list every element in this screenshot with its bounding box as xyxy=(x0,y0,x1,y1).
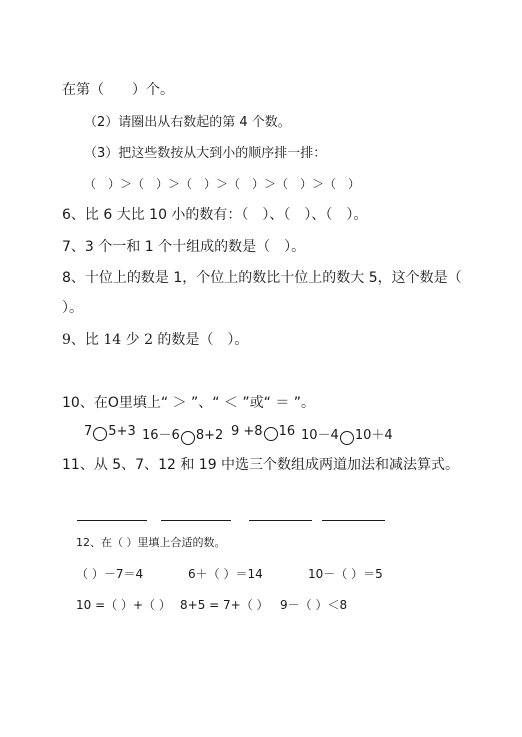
question-6: 6、比 6 大比 10 小的数有：（ ）、（ ）、（ ）。 xyxy=(62,207,368,223)
compare-circle[interactable] xyxy=(93,427,107,441)
question-10-item xyxy=(84,424,136,441)
compare-right: 8+2 xyxy=(195,428,224,443)
q5-order-blanks: （ ）＞（ ）＞（ ）＞（ ）＞（ ）＞（ ） xyxy=(84,177,361,191)
question-10-stem: 10、在O里填上“ ＞ ”、“ ＜ ”或“ ＝ ”。 xyxy=(62,395,316,411)
q5-continuation: 在第（ ）个。 xyxy=(62,82,174,98)
compare-left: 7 xyxy=(84,424,93,439)
question-10-item xyxy=(142,424,223,445)
answer-blank[interactable] xyxy=(322,520,385,521)
question-11: 11、从 5、7、12 和 19 中选三个数组成两道加法和减法算式。 xyxy=(62,457,460,473)
question-9: 9、比 14 少 2 的数是（ ）。 xyxy=(62,332,249,348)
answer-blank[interactable] xyxy=(77,520,147,521)
fill-in-equation: 6＋（ ）＝14 xyxy=(188,567,263,581)
answer-blank[interactable] xyxy=(161,520,231,521)
question-12-stem: 12、在（ ）里填上合适的数。 xyxy=(76,536,226,549)
q5-part-2: （2）请圈出从右数起的第 4 个数。 xyxy=(84,115,291,130)
compare-circle[interactable] xyxy=(264,427,278,441)
answer-blank[interactable] xyxy=(249,520,312,521)
compare-right: 5+3 xyxy=(108,424,136,439)
compare-left: 9 +8 xyxy=(231,424,263,439)
compare-right: 16 xyxy=(278,424,296,439)
compare-circle[interactable] xyxy=(181,431,195,445)
compare-left: 10－4 xyxy=(301,428,339,443)
fill-in-equation: （ ）－7＝4 xyxy=(76,567,144,581)
compare-right: 10＋4 xyxy=(354,428,393,443)
q5-part-3: （3）把这些数按从大到小的顺序排一排： xyxy=(84,146,327,161)
compare-left: 16－6 xyxy=(142,428,180,443)
question-10-item xyxy=(231,424,295,441)
fill-in-equation: 8+5 = 7+（ ） xyxy=(180,598,269,612)
question-8-line-1: 8、十位上的数是 1，个位上的数比十位上的数大 5，这个数是（ xyxy=(62,270,462,286)
question-7: 7、3 个一和 1 个十组成的数是（ ）。 xyxy=(62,239,306,255)
fill-in-equation: 10 =（ ）+（ ） xyxy=(76,598,171,612)
question-8-line-2: ）。 xyxy=(62,300,83,316)
fill-in-equation: 9－（ ）＜8 xyxy=(280,598,348,612)
fill-in-equation: 10－（ ）＝5 xyxy=(308,567,383,581)
compare-circle[interactable] xyxy=(340,431,354,445)
question-10-item xyxy=(301,424,393,445)
